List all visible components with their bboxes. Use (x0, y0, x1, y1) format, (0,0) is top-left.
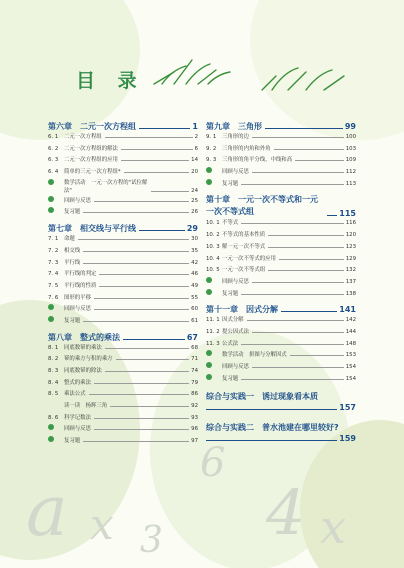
section-title: 数学活动 拼图与分解因式 (222, 352, 287, 359)
page-number: 1 (192, 122, 198, 131)
leader-line (252, 137, 344, 138)
section-title: 提公因式法 (222, 328, 249, 335)
practice-entry[interactable] (206, 391, 356, 416)
review-icon-dot (206, 277, 212, 283)
section-title: 回顾与反思 (222, 364, 249, 370)
practice-title: 综合与实践一 诱过现象看本质 (206, 392, 318, 402)
page-title: 目 录 (76, 70, 145, 92)
leader-line (241, 184, 344, 185)
section-title: 同底数幂的乘法 (64, 344, 102, 351)
page-number: 86 (191, 391, 198, 398)
chapter-heading[interactable] (48, 332, 198, 343)
page-number: 115 (339, 209, 356, 219)
page-number: 123 (345, 243, 356, 250)
leader-line (206, 440, 337, 441)
toc-entry[interactable] (206, 144, 356, 156)
leader-line (151, 191, 189, 192)
section-number: 10. 4 (206, 255, 220, 262)
page-number: 159 (339, 434, 356, 444)
leader-line (247, 320, 344, 321)
leader-line (206, 409, 337, 410)
section-number: 11. 3 (206, 340, 220, 347)
section-title: 回顾与反思 (64, 306, 91, 313)
page-number: 49 (191, 282, 198, 289)
page-number: 55 (191, 294, 198, 301)
toc-entry[interactable] (48, 207, 198, 219)
review-icon (48, 304, 64, 310)
leader-line (252, 172, 344, 173)
leader-line (78, 239, 189, 240)
section-number: 10. 3 (206, 243, 220, 250)
page-number: 97 (191, 438, 198, 445)
leader-line (123, 339, 185, 340)
page-number: 99 (344, 122, 356, 131)
leader-line (89, 394, 190, 395)
leader-line (94, 298, 189, 299)
section-title: 复习题 (64, 317, 81, 324)
section-title: 同底数幂的除法 (64, 368, 102, 374)
toc-entry[interactable] (206, 339, 356, 351)
activity-icon (48, 179, 64, 185)
leader-line (83, 251, 189, 252)
toc-entry[interactable] (206, 254, 356, 266)
toc-entry[interactable] (48, 269, 198, 281)
toc-entry[interactable] (206, 289, 356, 301)
exercise-icon (206, 289, 222, 295)
section-title: 回顾与反思 (64, 426, 91, 433)
section-number: 10. 5 (206, 267, 220, 274)
grass-decoration-right (258, 62, 358, 92)
page-number: 100 (345, 134, 356, 140)
toc-entry[interactable] (48, 196, 198, 208)
section-number: 8. 3 (48, 368, 59, 374)
background: a x 6 4 x 3 (0, 0, 404, 568)
review-icon-dot (206, 362, 212, 368)
section-title: 二元一次方程组 (64, 134, 102, 140)
page-number: 120 (345, 232, 356, 239)
chapter-title: 第九章 三角形 (206, 122, 262, 131)
leader-line (94, 418, 189, 419)
section-title: 解一元一次不等式 (222, 243, 266, 250)
page-number: 29 (186, 224, 198, 234)
toc-entry[interactable] (48, 179, 198, 196)
toc-entry[interactable] (206, 167, 356, 179)
section-number: 6. 3 (48, 157, 59, 164)
page-number: 60 (191, 306, 198, 313)
toc-entry[interactable] (48, 436, 198, 448)
section-number: 10. 1 (206, 220, 220, 227)
toc-entry[interactable] (206, 327, 356, 339)
section-title: 平行线的判定 (64, 271, 97, 278)
section-title: 平行线 (64, 259, 81, 266)
section-number: 9. 2 (206, 145, 217, 152)
leader-line (295, 160, 344, 161)
section-number: 10. 2 (206, 232, 220, 239)
page-number: 157 (339, 403, 356, 413)
practice-entry[interactable] (206, 422, 356, 447)
page-number: 35 (191, 247, 198, 254)
toc-entry[interactable] (48, 281, 198, 293)
leader-line (290, 355, 344, 356)
leader-line (83, 263, 189, 264)
practice-page-row (206, 403, 356, 416)
review-icon (48, 424, 64, 430)
section-title: 不等式的基本性质 (222, 232, 266, 239)
leader-line (99, 286, 189, 287)
section-number: 6. 4 (48, 169, 59, 176)
leader-line (265, 128, 343, 129)
section-title: 简单的三元一次方程组* (64, 169, 121, 176)
page-number: 92 (191, 403, 198, 410)
section-number: 6. 1 (48, 134, 59, 140)
review-icon-dot (48, 304, 54, 310)
section-title: 三角形的边 (222, 134, 249, 140)
practice-page-row (206, 434, 356, 447)
section-title: 因式分解 (222, 317, 244, 324)
page-number: 142 (345, 317, 356, 324)
leader-line (268, 235, 344, 236)
page-number: 137 (345, 278, 356, 285)
section-title: 三角形的内角和外角 (222, 145, 271, 152)
section-title: 二元一次方程组的解法 (64, 145, 118, 152)
section-title: 科学记数法 (64, 414, 91, 421)
toc-entry[interactable] (48, 304, 198, 316)
leader-line (139, 230, 185, 231)
page-number: 116 (345, 220, 356, 227)
page-number: 112 (345, 169, 356, 176)
section-title: 复习题 (222, 290, 239, 297)
section-number: 11. 2 (206, 328, 220, 335)
page-number: 141 (339, 305, 356, 315)
section-number: 7. 3 (48, 259, 59, 266)
toc-left-column (48, 119, 198, 448)
leader-line (124, 172, 190, 173)
leader-line (241, 344, 344, 345)
page-number: 93 (191, 414, 198, 421)
section-title: 乘法公式 (64, 391, 86, 398)
toc-entry[interactable] (48, 167, 198, 179)
chapter-heading[interactable] (206, 304, 356, 315)
leader-line (83, 441, 189, 442)
activity-icon-dot (206, 350, 212, 356)
page-number: 67 (186, 332, 198, 342)
section-number: 7. 6 (48, 294, 59, 301)
toc-entry[interactable] (48, 246, 198, 258)
review-icon (48, 196, 64, 202)
section-number: 7. 5 (48, 282, 59, 289)
leader-line (83, 321, 189, 322)
page-number: 20 (191, 169, 198, 176)
exercise-icon-dot (206, 374, 212, 380)
section-number: 8. 6 (48, 414, 59, 421)
toc-entry[interactable] (206, 155, 356, 167)
section-title: 命题 (64, 236, 75, 243)
toc-entry[interactable] (48, 293, 198, 305)
leader-line (279, 259, 344, 260)
leader-line (110, 406, 189, 407)
chapter-title: 第六章 二元一次方程组 (48, 122, 136, 131)
page-number: 138 (345, 290, 356, 297)
section-number: 9. 1 (206, 134, 217, 140)
leader-line (281, 311, 337, 312)
page-number: 46 (191, 271, 198, 278)
page-number: 71 (191, 356, 198, 363)
page-number: 144 (345, 328, 356, 335)
page-number: 109 (345, 157, 356, 164)
chapter-title: 第八章 整式的乘法 (48, 332, 120, 342)
page-number: 2 (194, 134, 198, 140)
section-title: 回顾与反思 (222, 278, 249, 285)
toc-entry[interactable] (48, 366, 198, 378)
toc-entry[interactable] (48, 424, 198, 436)
page-number: 74 (191, 368, 198, 374)
section-title: 复习题 (222, 375, 239, 382)
exercise-icon (48, 207, 64, 213)
activity-icon (206, 350, 222, 356)
toc-entry[interactable] (48, 155, 198, 167)
leader-line (105, 137, 193, 138)
section-title: 幂的乘方与积的乘方 (64, 356, 113, 363)
page-number: 68 (191, 344, 198, 351)
section-title: 复习题 (222, 180, 239, 187)
leader-line (105, 371, 189, 372)
exercise-icon (206, 179, 222, 185)
chapter-title: 第十章 一元一次不等式和一元一次不等式组 (206, 195, 318, 217)
leader-line (94, 201, 189, 202)
chapter-heading[interactable] (206, 121, 356, 132)
toc-entry[interactable] (48, 389, 198, 401)
page-number: 30 (191, 236, 198, 243)
page-number: 61 (191, 317, 198, 324)
review-icon (206, 362, 222, 368)
section-title: 三角形的角平分线、中线和高 (222, 157, 293, 164)
page-number: 14 (191, 157, 198, 164)
grass-decoration (152, 52, 232, 88)
page-number: 24 (191, 187, 198, 194)
section-title: 不等式 (222, 220, 239, 227)
section-title: 平行线的性质 (64, 282, 97, 289)
toc-entry[interactable] (206, 230, 356, 242)
page-number: 148 (345, 340, 356, 347)
section-title: 读一读 杨辉三角 (64, 403, 108, 410)
leader-line (268, 247, 344, 248)
leader-line (241, 223, 344, 224)
review-icon-dot (48, 196, 54, 202)
chapter-heading[interactable] (206, 194, 356, 218)
leader-line (94, 383, 189, 384)
toc-entry[interactable] (48, 343, 198, 355)
leader-line (121, 160, 189, 161)
section-title: 一元一次不等式组 (222, 267, 266, 274)
practice-title: 综合与实践二 普水池建在哪里较好? (206, 423, 339, 433)
toc-entry[interactable] (48, 401, 198, 413)
section-title: 相交线 (64, 247, 81, 254)
section-title: 一元一次不等式的应用 (222, 255, 276, 262)
section-title: 二元一次方程组的应用 (64, 157, 118, 164)
toc-entry[interactable] (206, 374, 356, 386)
page-number: 154 (345, 364, 356, 370)
review-icon-dot (48, 424, 54, 430)
leader-line (121, 149, 193, 150)
leader-line (252, 282, 344, 283)
exercise-icon-dot (48, 316, 54, 322)
page-number: 6 (194, 145, 198, 152)
leader-line (274, 149, 344, 150)
toc-entry[interactable] (48, 378, 198, 390)
page-number: 132 (345, 267, 356, 274)
toc-right-column (206, 119, 356, 447)
leader-line (99, 274, 189, 275)
page-number: 79 (191, 379, 198, 386)
exercise-icon (206, 374, 222, 380)
page-number: 154 (345, 375, 356, 382)
page-number: 113 (345, 180, 356, 187)
leader-line (116, 359, 190, 360)
section-number: 9. 3 (206, 157, 217, 164)
exercise-icon-dot (48, 207, 54, 213)
toc-entry[interactable] (48, 258, 198, 270)
page-number: 103 (345, 145, 356, 152)
toc-entry[interactable] (48, 234, 198, 246)
toc-entry[interactable] (206, 265, 356, 277)
exercise-icon-dot (206, 289, 212, 295)
page-number: 129 (345, 255, 356, 262)
leader-line (94, 429, 189, 430)
section-number: 7. 4 (48, 271, 59, 278)
leader-line (252, 332, 344, 333)
toc-entry[interactable] (48, 144, 198, 156)
section-number: 8. 4 (48, 379, 59, 386)
section-title: 回顾与反思 (222, 169, 249, 176)
section-number: 7. 2 (48, 247, 59, 254)
section-title: 回顾与反思 (64, 197, 91, 204)
page-number: 96 (191, 426, 198, 433)
chapter-heading[interactable] (48, 121, 198, 132)
section-number: 7. 1 (48, 236, 59, 243)
leader-line (139, 128, 190, 129)
leader-line (94, 309, 189, 310)
leader-line (268, 270, 344, 271)
section-number: 11. 1 (206, 317, 220, 324)
toc-entry[interactable] (206, 277, 356, 289)
leader-line (83, 212, 189, 213)
exercise-icon (48, 316, 64, 322)
toc-entry[interactable] (206, 315, 356, 327)
toc-entry[interactable] (206, 132, 356, 144)
review-icon (206, 277, 222, 283)
toc-entry[interactable] (48, 132, 198, 144)
review-icon (206, 167, 222, 173)
leader-line (241, 294, 344, 295)
section-title: 公式法 (222, 340, 239, 347)
toc-entry[interactable] (48, 354, 198, 366)
exercise-icon-dot (206, 179, 212, 185)
exercise-icon (48, 436, 64, 442)
chapter-heading[interactable] (48, 223, 198, 234)
page-number: 25 (191, 197, 198, 204)
page-number: 26 (191, 209, 198, 216)
page-number: 153 (345, 352, 356, 359)
toc-entry[interactable] (206, 218, 356, 230)
section-title: 数学活动 一元一次方程的"试位解法" (64, 179, 148, 194)
toc-entry[interactable] (48, 413, 198, 425)
toc-entry[interactable] (206, 362, 356, 374)
exercise-icon-dot (48, 436, 54, 442)
toc-entry[interactable] (206, 179, 356, 191)
leader-line (252, 367, 344, 368)
section-title: 复习题 (64, 209, 81, 216)
chapter-title: 第十一章 因式分解 (206, 305, 278, 315)
section-number: 8. 5 (48, 391, 59, 398)
leader-line (327, 215, 337, 216)
section-number: 6. 2 (48, 145, 59, 152)
leader-line (241, 379, 344, 380)
section-title: 复习题 (64, 438, 81, 445)
toc-entry[interactable] (206, 242, 356, 254)
leader-line (105, 348, 189, 349)
section-number: 8. 2 (48, 356, 59, 363)
page-number: 42 (191, 259, 198, 266)
activity-icon-dot (48, 179, 54, 185)
chapter-title: 第七章 相交线与平行线 (48, 224, 136, 234)
section-title: 整式的乘法 (64, 379, 91, 386)
section-number: 8. 1 (48, 344, 59, 351)
review-icon-dot (206, 167, 212, 173)
section-title: 图形的平移 (64, 294, 91, 301)
toc-entry[interactable] (48, 316, 198, 328)
toc-entry[interactable] (206, 350, 356, 362)
